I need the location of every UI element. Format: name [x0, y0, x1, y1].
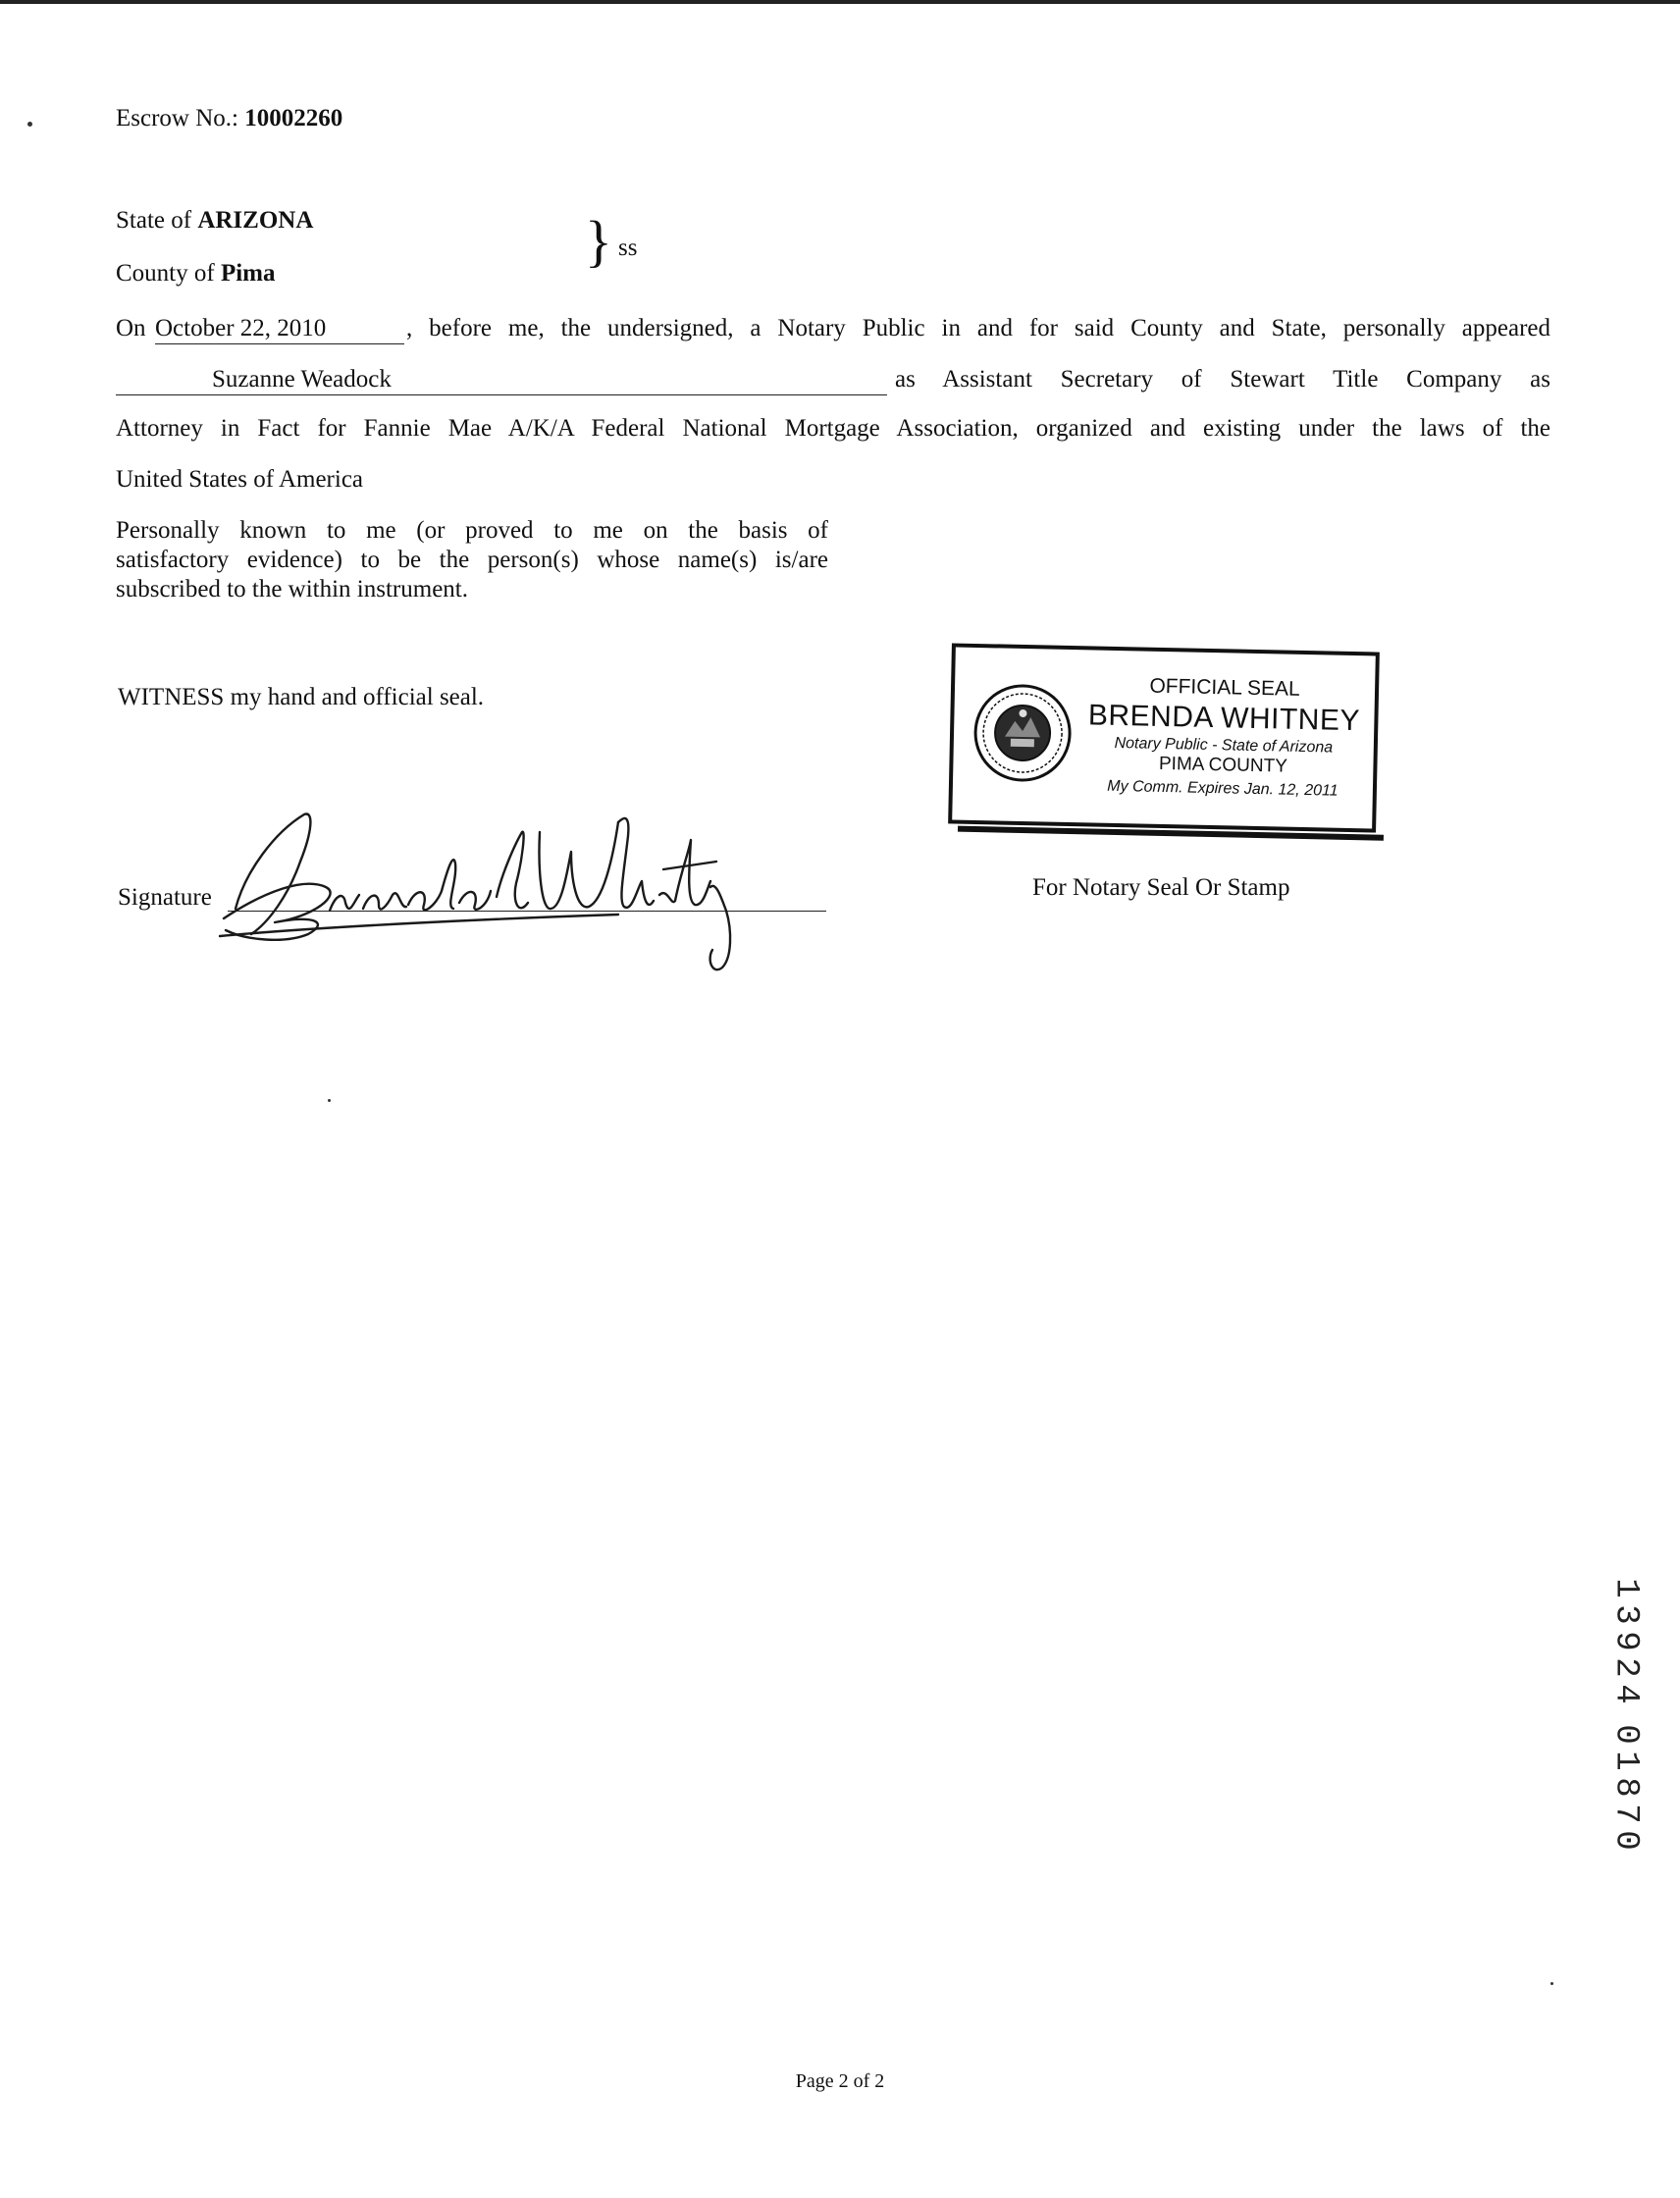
stamp-digit: 7 [1606, 1804, 1645, 1824]
seal-caption: For Notary Seal Or Stamp [1032, 874, 1290, 901]
top-border [0, 0, 1680, 4]
stamp-digit: 0 [1606, 1724, 1645, 1745]
seal-county: PIMA COUNTY [1158, 753, 1288, 777]
county-line [116, 259, 276, 288]
stamp-digit: 4 [1606, 1684, 1645, 1704]
stamp-digit: 1 [1606, 1751, 1645, 1771]
venue-brace: } [585, 209, 612, 273]
ack-line4: United States of America [116, 466, 364, 493]
escrow-number: 10002260 [244, 105, 343, 131]
appeared-name: Suzanne Weadock [212, 366, 392, 392]
stamp-digit: 0 [1606, 1830, 1645, 1851]
seal-notary-state: Notary Public - State of Arizona [1114, 734, 1334, 757]
seal-title: OFFICIAL SEAL [1149, 674, 1300, 701]
state-value: ARIZONA [197, 207, 314, 234]
ack-date: October 22, 2010 [155, 315, 327, 341]
recording-number-stamp [1605, 1575, 1645, 1854]
arizona-seal-icon [971, 681, 1075, 785]
personally-known-line1: Personally known to me (or proved to me on the basis of [116, 517, 828, 544]
scan-speck [1550, 1982, 1553, 1985]
stamp-digit: 1 [1606, 1578, 1645, 1598]
witness-line: WITNESS my hand and official seal. [118, 684, 485, 710]
county-label: County of [116, 260, 215, 287]
ack-line1-rest: , before me, the undersigned, a Notary Public in and for said County and State, personally appeared [406, 315, 1550, 341]
date-underline [155, 343, 404, 344]
seal-notary-name: BRENDA WHITNEY [1087, 699, 1361, 738]
handwritten-signature [206, 793, 814, 989]
personally-known-line2: satisfactory evidence) to be the person(s) whose name(s) is/are [116, 547, 828, 573]
page-number: Page 2 of 2 [795, 2070, 885, 2092]
scan-speck [328, 1099, 331, 1102]
state-label: State of [116, 207, 192, 234]
seal-expiration: My Comm. Expires Jan. 12, 2011 [1107, 777, 1339, 800]
official-seal-stamp [948, 643, 1380, 832]
ack-on-word: On [116, 315, 146, 341]
escrow-line [116, 104, 342, 133]
name-underline [116, 394, 887, 395]
signature-label: Signature [118, 884, 212, 911]
ss-label: ss [618, 235, 638, 261]
stamp-digit: 9 [1606, 1631, 1645, 1651]
scan-speck [27, 122, 32, 127]
personally-known-paragraph [116, 516, 828, 604]
state-line [116, 206, 313, 236]
stamp-digit: 3 [1606, 1604, 1645, 1625]
stamp-digit: 8 [1606, 1777, 1645, 1798]
escrow-label: Escrow No.: [116, 105, 238, 131]
ack-line2-rest: as Assistant Secretary of Stewart Title Company as [895, 366, 1550, 392]
county-value: Pima [220, 260, 276, 287]
personally-known-line3: subscribed to the within instrument. [116, 576, 468, 602]
stamp-digit: 2 [1606, 1657, 1645, 1678]
ack-line3: Attorney in Fact for Fannie Mae A/K/A Federal National Mortgage Association, organized and existing under the laws of the [116, 415, 1550, 442]
